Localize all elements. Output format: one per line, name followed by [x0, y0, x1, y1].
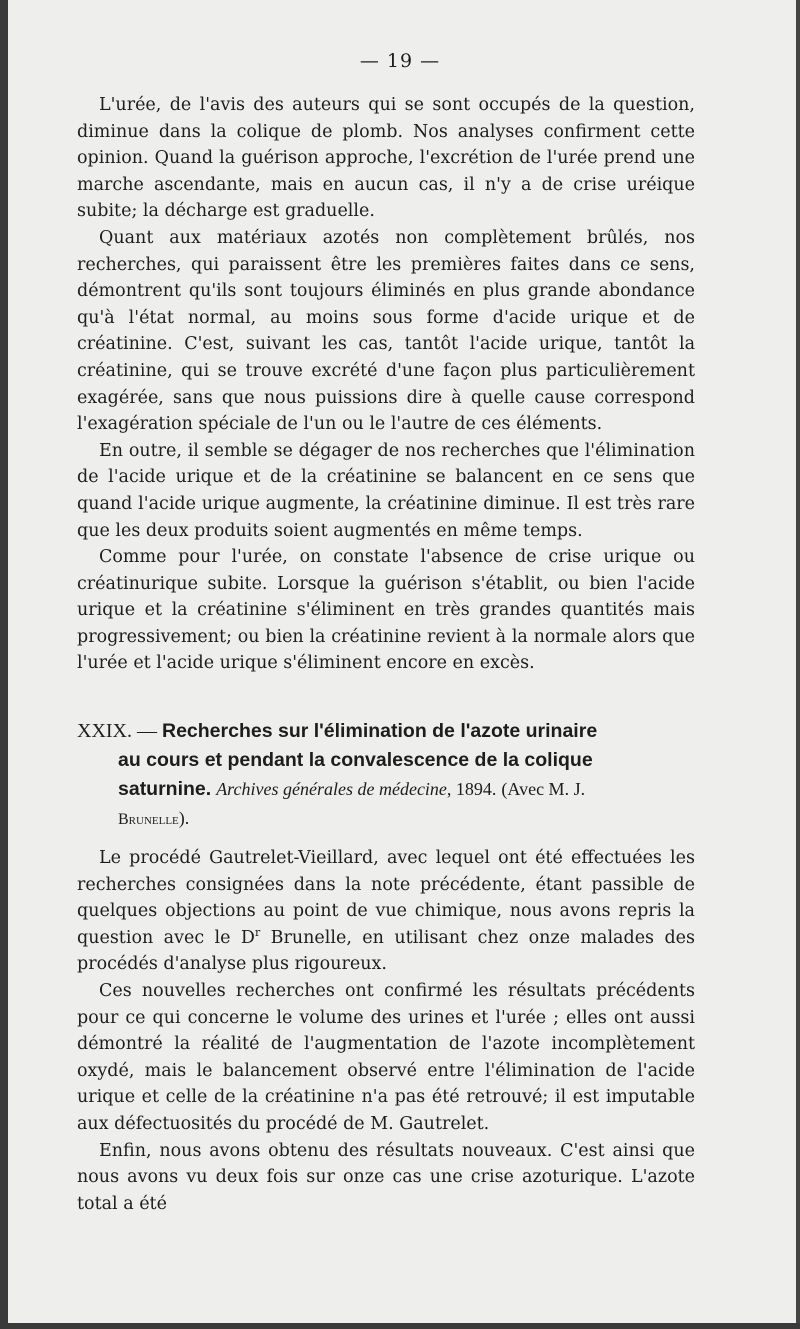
page-number: — 19 —: [359, 50, 441, 72]
paragraph: L'urée, de l'avis des auteurs qui se sont occupés de la question, diminue dans la colique de plomb. Nos analyses confirment cette opinion. Quand la guérison approche, l'excrétion de l'urée prend une marche ascendante, mais en aucun cas, il n'y a de crise uréique subite; la décharge est graduelle.: [77, 95, 695, 222]
section-title-part1: Recherches sur l'élimination de l'azote urinaire: [162, 720, 598, 742]
paragraph: Enfin, nous avons obtenu des résultats nouveaux. C'est ainsi que nous avons vu deux fois sur onze cas une crise azoturique. L'azote total a été: [77, 1140, 695, 1214]
coauthor-prefix: (Avec M. J.: [501, 779, 586, 799]
paragraph-text: Brunelle, en utilisant chez onze malades des procédés d'analyse plus rigoureux.: [77, 927, 695, 975]
publication-year: , 1894.: [446, 779, 497, 799]
superscript: r: [254, 925, 261, 939]
paragraph: Comme pour l'urée, on constate l'absence de crise urique ou créatinurique subite. Lorsque la guérison s'établit, ou bien l'acide urique et la créatinine s'éliminent en très grandes quantités mais progressivement; ou bien la créatinine revient à la normale alors que l'urée et l'acide urique s'éliminent encore en excès.: [77, 547, 695, 674]
scan-edge-left: [0, 0, 8, 1329]
coauthor-suffix: ).: [178, 808, 190, 828]
journal-name: Archives générales de médecine: [216, 779, 447, 799]
paragraph: [77, 845, 695, 978]
paragraph: Quant aux matériaux azotés non complètement brûlés, nos recherches, qui paraissent être les premières faites dans ce sens, démontrent qu'ils sont toujours éliminés en plus grande abondance qu'à l'état normal, au moins sous forme d'acide urique et de créatinine. C'est, suivant les cas, tantôt l'acide urique, tantôt la créatinine, qui se trouve excrété d'une façon plus particulièrement exagérée, sans que nous puissions dire à quelle cause correspond l'exagération spéciale de l'un ou le l'autre de ces éléments.: [77, 227, 695, 435]
paragraph: Ces nouvelles recherches ont confirmé les résultats précédents pour ce qui concerne le volume des urines et l'urée ; elles ont aussi démontré la réalité de l'augmentation de l'azote incomplètement oxydé, mais le balancement observé entre l'élimination de l'acide urique et celle de la créatinine n'a pas été retrouvé; il est imputable aux défectuosités du procédé de M. Gautrelet.: [77, 980, 695, 1134]
section-title-part3: saturnine.: [118, 778, 212, 800]
section-heading-rest: [77, 746, 695, 834]
body-text-bottom: [77, 845, 695, 1217]
section-heading-line1: [77, 717, 695, 746]
section-heading: [77, 717, 695, 834]
body-text-top: [77, 92, 695, 677]
paragraph: En outre, il semble se dégager de nos recherches que l'élimination de l'acide urique et de la créatinine se balancent en ce sens que quand l'acide urique augmente, la créatinine diminue. Il est très rare que les deux produits soient augmentés en même temps.: [77, 440, 695, 541]
section-number: XXIX. —: [77, 720, 157, 742]
coauthor-name: Brunelle: [118, 811, 179, 828]
scan-edge-right: [796, 0, 800, 1329]
scan-edge-bottom: [0, 1323, 800, 1329]
paragraph-text: Le procédé Gautrelet-Vieillard, avec lequel ont été effectuées les recherches consignées dans la note précédente, étant passible de quelques objections au point de vue chimique, nous avons repris la question avec le D: [77, 848, 695, 948]
section-title-part2: au cours et pendant la convalescence de la colique: [118, 749, 593, 771]
